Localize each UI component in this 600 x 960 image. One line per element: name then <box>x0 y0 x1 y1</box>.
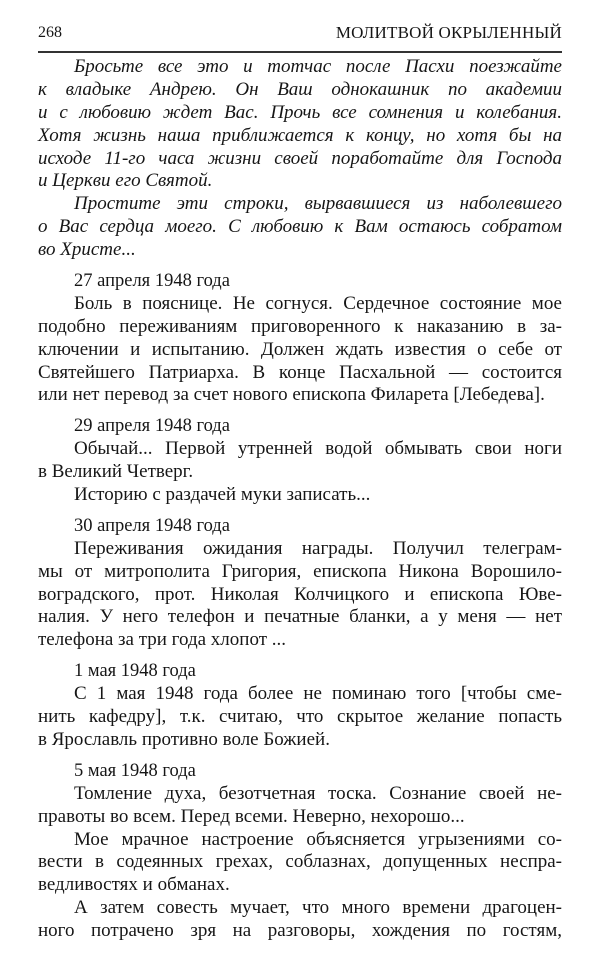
diary-entry <box>38 270 562 407</box>
paragraph <box>38 783 562 829</box>
text-line: воградского, прот. Николая Колчицкого и епископа Юве- <box>38 583 562 605</box>
text-line: и Церкви его Святой. <box>38 170 213 192</box>
entry-date: 1 мая 1948 года <box>74 661 196 682</box>
running-title: МОЛИТВОЙ ОКРЫЛЕННЫЙ <box>335 23 562 42</box>
diary-entry <box>38 415 562 507</box>
text-line: телефона за три года хлопот ... <box>38 629 287 651</box>
paragraph <box>38 438 562 484</box>
text-line: Святейшего Патриарха. В конце Пасхальной — состоится <box>38 361 562 383</box>
paragraph <box>38 293 562 407</box>
text-line: нить кафедру], т.к. считаю, что скрытое желание попасть <box>38 706 562 728</box>
text-line: Простите эти строки, вырвавшиеся из наболевшего <box>74 193 562 215</box>
diary-entry <box>38 515 562 652</box>
text-line: и с любовию ждет Вас. Прочь все сомнения и колебания. <box>38 101 562 123</box>
text-line: в Ярославль противно воле Божией. <box>38 728 330 750</box>
letter-quote <box>38 56 562 262</box>
diary-entry <box>38 660 562 752</box>
diary-entry <box>38 760 562 943</box>
text-line: Боль в пояснице. Не согнуся. Сердечное состояние мое <box>74 292 562 314</box>
paragraph <box>38 484 562 507</box>
entry-date: 30 апреля 1948 года <box>74 515 230 536</box>
paragraph <box>38 56 562 193</box>
text-line: Хотя жизнь наша приближается к концу, но хотя бы на <box>38 124 562 146</box>
text-line: исходе 11-го часа жизни своей поработайте для Господа <box>38 147 562 169</box>
header-rule <box>38 51 562 53</box>
text-line: мы от митрополита Григория, епископа Никона Ворошило- <box>38 560 562 582</box>
text-line: А затем совесть мучает, что много времени драгоцен- <box>74 897 562 919</box>
text-line: Переживания ожидания награды. Получил телеграм- <box>74 537 562 559</box>
paragraph <box>38 538 562 652</box>
paragraph <box>38 829 562 898</box>
text-line: или нет перевод за счет нового епископа Филарета [Лебедева]. <box>38 384 545 406</box>
text-line: подобно переживаниям приговоренного к наказанию в за- <box>38 315 562 337</box>
text-line: ведливостях и обманах. <box>38 874 230 896</box>
text-line: С 1 мая 1948 года более не поминаю того [чтобы сме- <box>74 683 562 705</box>
paragraph <box>38 683 562 752</box>
text-line: Томление духа, безотчетная тоска. Сознание своей не- <box>74 782 562 804</box>
text-line: правоты во всем. Перед всеми. Неверно, нехорошо... <box>38 805 465 827</box>
text-line: во Христе... <box>38 239 136 261</box>
text-line: ключении и испытанию. Должен ждать известия о себе от <box>38 338 562 360</box>
text-line: к владыке Андрею. Он Ваш однокашник по академии <box>38 78 562 100</box>
entry-date: 29 апреля 1948 года <box>74 416 230 437</box>
entry-date: 27 апреля 1948 года <box>74 271 230 292</box>
text-line: Бросьте все это и тотчас после Пасхи поезжайте <box>74 56 562 77</box>
entry-date: 5 мая 1948 года <box>74 760 196 781</box>
page-number: 268 <box>38 24 62 41</box>
page-body <box>38 56 562 943</box>
text-line: о Вас сердца моего. С любовию к Вам остаюсь собратом <box>38 216 562 238</box>
text-line: Историю с раздачей муки записать... <box>74 484 371 506</box>
text-line: Мое мрачное настроение объясняется угрызениями со- <box>74 828 562 850</box>
text-line: налия. У него телефон и печатные бланки, а у меня — нет <box>38 606 562 628</box>
paragraph <box>38 193 562 262</box>
text-line: ного потрачено зря на разговоры, хождения по гостям, <box>38 920 562 942</box>
page-header <box>38 20 562 50</box>
text-line: вести в содеянных грехах, соблазнах, допущенных неспра- <box>38 851 562 873</box>
text-line: в Великий Четверг. <box>38 461 194 483</box>
text-line: Обычай... Первой утренней водой обмывать свои ноги <box>74 438 562 460</box>
paragraph <box>38 897 562 943</box>
